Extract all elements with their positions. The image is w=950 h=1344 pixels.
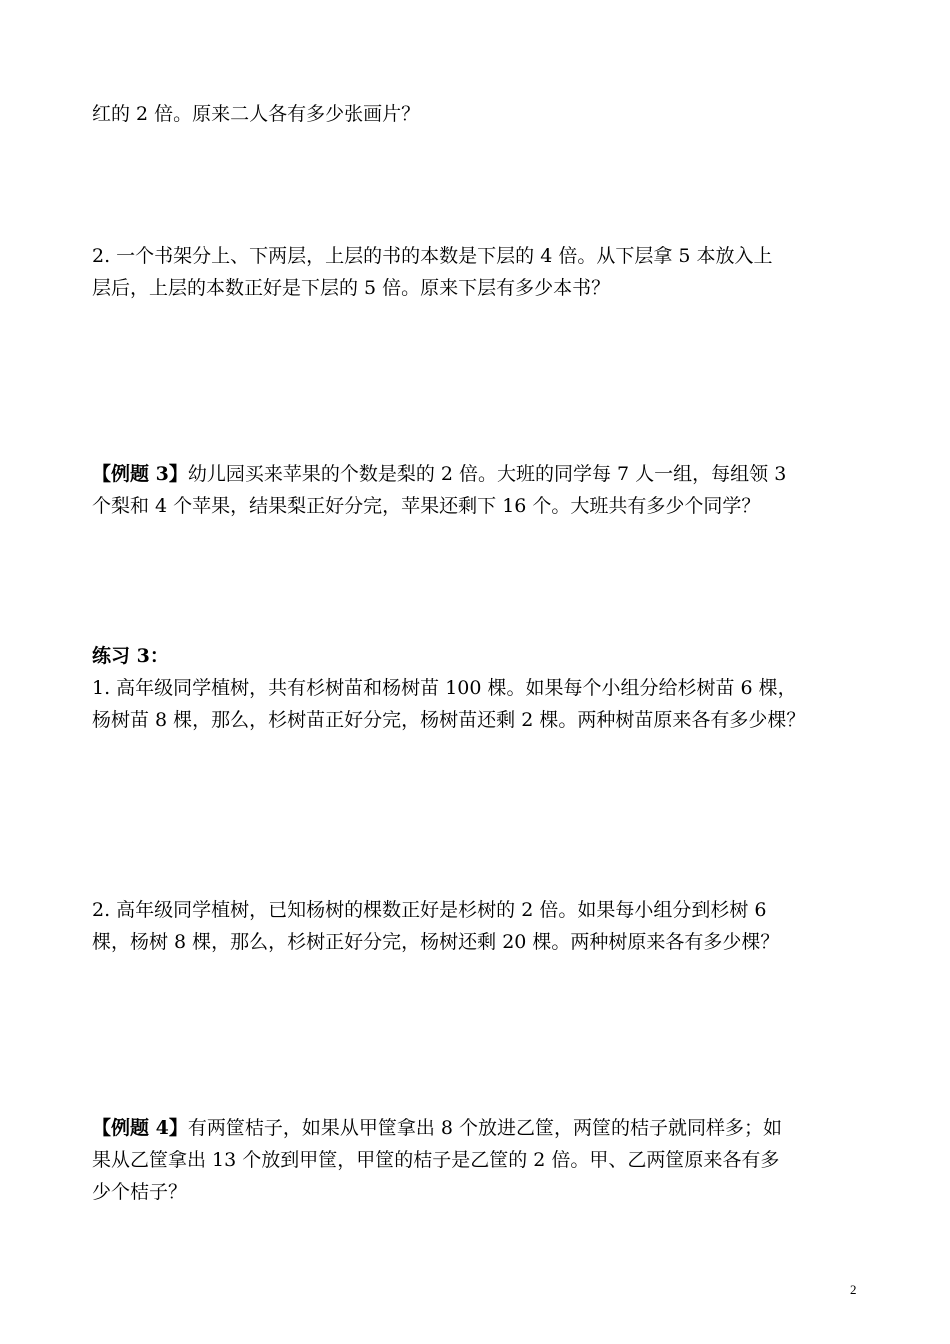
carryover-line: 红的 2 倍。原来二人各有多少张画片？ xyxy=(92,103,421,125)
practice3-q2-line: 棵，杨树 8 棵，那么，杉树正好分完，杨树还剩 20 棵。两种树原来各有多少棵？ xyxy=(92,931,780,953)
question-line: 2. 一个书架分上、下两层，上层的书的本数是下层的 4 倍。从下层拿 5 本放入上 xyxy=(92,245,773,267)
question-line: 层后，上层的本数正好是下层的 5 倍。原来下层有多少本书？ xyxy=(92,277,611,299)
example3-label: 【例题 3】 xyxy=(92,463,188,485)
practice3-q2-line: 2. 高年级同学植树，已知杨树的棵数正好是杉树的 2 倍。如果每小组分到杉树 6 xyxy=(92,899,767,921)
practice2-question2 xyxy=(92,240,872,304)
practice3-heading: 练习 3： xyxy=(92,645,169,667)
practice3-q1-line: 杨树苗 8 棵，那么，杉树苗正好分完，杨树苗还剩 2 棵。两种树苗原来各有多少棵？ xyxy=(92,709,806,731)
example3-text: 幼儿园买来苹果的个数是梨的 2 倍。大班的同学每 7 人一组，每组领 3 xyxy=(187,463,787,485)
example4-label: 【例题 4】 xyxy=(92,1117,188,1139)
example3-first-line xyxy=(92,458,872,490)
example4-first-line xyxy=(92,1112,872,1144)
practice3-question2 xyxy=(92,894,872,958)
example3-second-line: 个梨和 4 个苹果，结果梨正好分完，苹果还剩下 16 个。大班共有多少个同学？ xyxy=(92,495,761,517)
example3-problem xyxy=(92,458,872,522)
practice3-section xyxy=(92,640,872,736)
practice3-q1-line: 1. 高年级同学植树，共有杉树苗和杨树苗 100 棵。如果每个小组分给杉树苗 6 棵， xyxy=(92,677,797,699)
example4-problem xyxy=(92,1112,872,1208)
page-number: 2 xyxy=(850,1282,857,1297)
carryover-text xyxy=(92,98,872,130)
example4-text: 有两筐桔子，如果从甲筐拿出 8 个放进乙筐，两筐的桔子就同样多；如 xyxy=(187,1117,783,1139)
example4-second-line: 果从乙筐拿出 13 个放到甲筐，甲筐的桔子是乙筐的 2 倍。甲、乙两筐原来各有多 xyxy=(92,1149,780,1171)
example4-third-line: 少个桔子？ xyxy=(92,1181,188,1203)
